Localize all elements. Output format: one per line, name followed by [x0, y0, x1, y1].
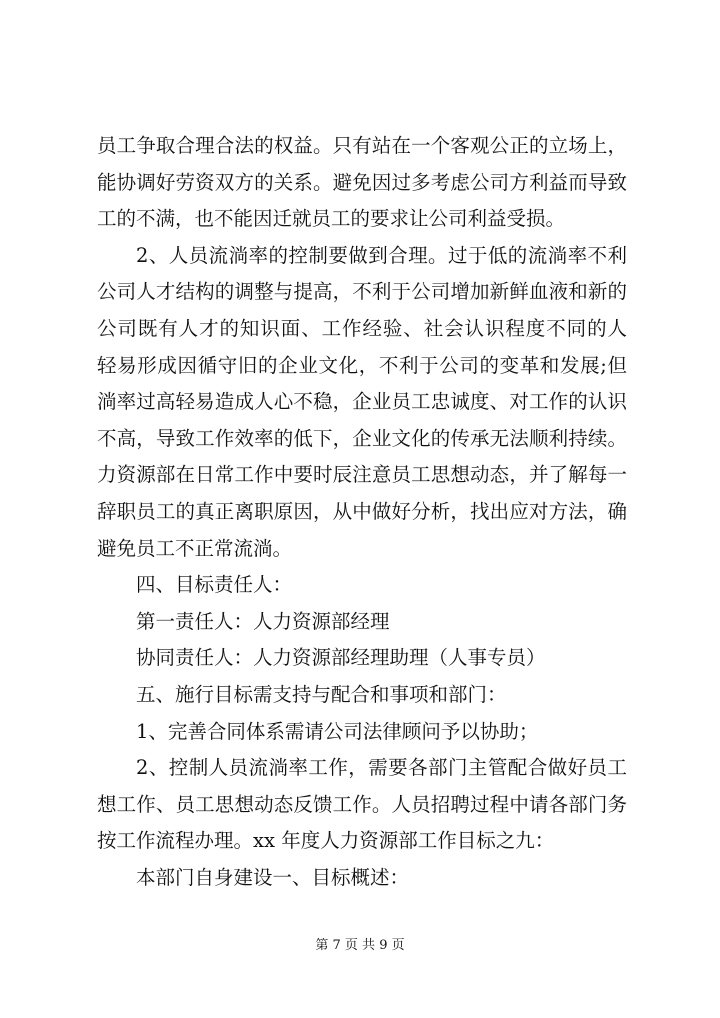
- text-line-4: 2、人员流淌率的控制要做到合理。过于低的流淌率不利: [136, 243, 627, 267]
- text-line-14: 第一责任人：人力资源部经理: [136, 609, 390, 633]
- text-line-10: 力资源部在日常工作中要时辰注意员工思想动态，并了解每一: [97, 463, 627, 487]
- text-line-7: 轻易形成因循守旧的企业文化，不利于公司的变革和发展;但: [97, 353, 627, 377]
- text-line-6: 公司既有人才的知识面、工作经验、社会认识程度不同的人: [97, 316, 627, 340]
- text-line-5: 公司人才结构的调整与提高，不利于公司增加新鲜血液和新的: [97, 280, 627, 304]
- text-line-18: 2、控制人员流淌率工作，需要各部门主管配合做好员工: [136, 756, 627, 780]
- text-line-2: 能协调好劳资双方的关系。避免因过多考虑公司方利益而导致: [97, 170, 627, 194]
- text-line-16: 五、施行目标需支持与配合和事项和部门：: [136, 682, 507, 706]
- text-line-13: 四、目标责任人：: [136, 573, 293, 597]
- document-body: [97, 128, 627, 896]
- text-line-20: 按工作流程办理。xx 年度人力资源部工作目标之九：: [97, 829, 555, 853]
- text-line-8: 淌率过高轻易造成人心不稳，企业员工忠诚度、对工作的认识: [97, 390, 627, 414]
- text-line-21: 本部门自身建设一、目标概述：: [136, 865, 410, 889]
- text-line-3: 工的不满，也不能因迁就员工的要求让公司利益受损。: [97, 207, 566, 231]
- text-line-19: 想工作、员工思想动态反馈工作。人员招聘过程中请各部门务: [97, 792, 627, 816]
- text-line-11: 辞职员工的真正离职原因，从中做好分析，找出应对方法，确: [97, 499, 627, 523]
- text-line-1: 员工争取合理合法的权益。只有站在一个客观公正的立场上，: [97, 134, 627, 157]
- text-line-17: 1、完善合同体系需请公司法律顾问予以协助；: [136, 719, 539, 743]
- page-footer: 第 7 页 共 9 页: [315, 938, 405, 953]
- text-line-9: 不高，导致工作效率的低下，企业文化的传承无法顺利持续。: [97, 426, 627, 450]
- text-line-15: 协同责任人：人力资源部经理助理（人事专员）: [136, 646, 546, 670]
- text-line-12: 避免员工不正常流淌。: [97, 536, 293, 560]
